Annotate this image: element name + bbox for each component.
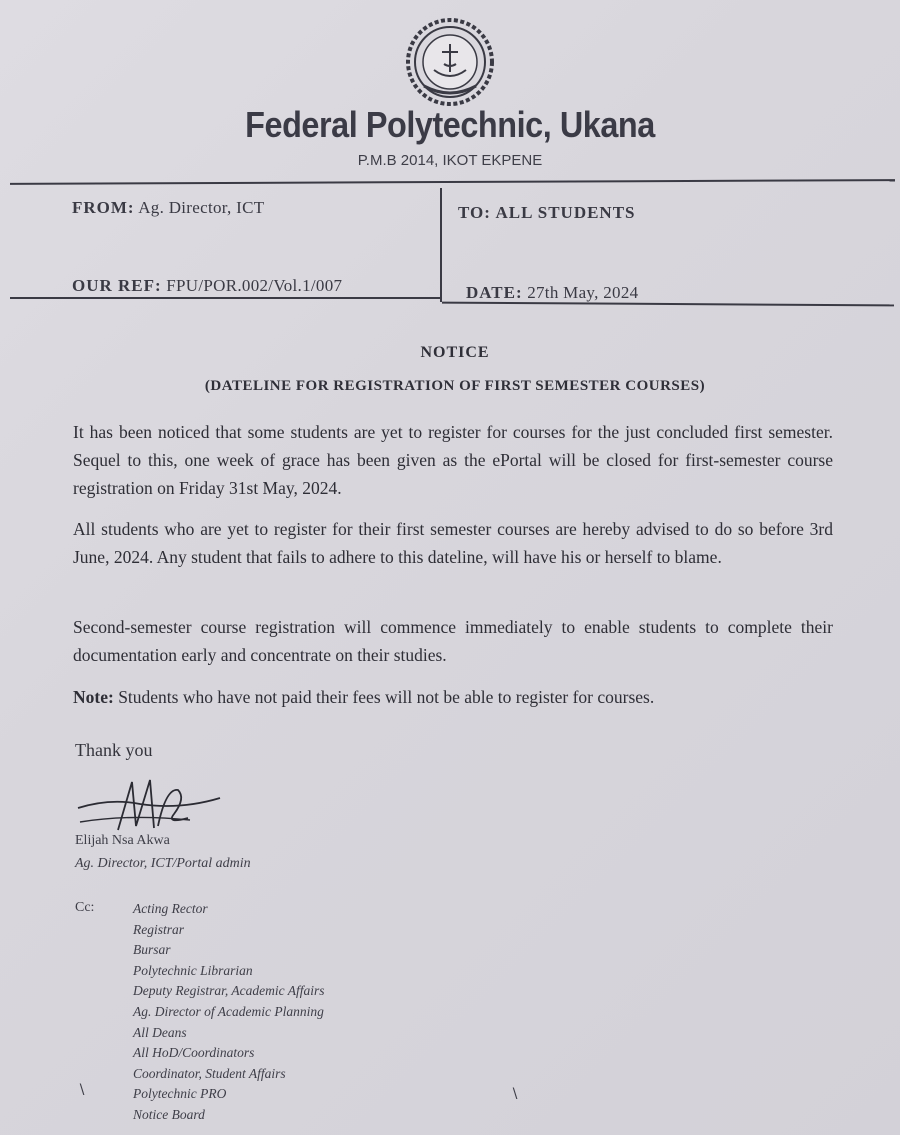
note-text: Students who have not paid their fees will not be able to register for courses. [118, 687, 655, 707]
signer-name: Elijah Nsa Akwa [75, 833, 170, 848]
paragraph-1: It has been noticed that some students are yet to register for courses for the just concluded first semester. Sequel to this, one week of grace has been given as the ePortal will be closed for first-semester course registration on Friday 31st May, 2024. [73, 422, 833, 498]
header-top-rule [10, 179, 895, 185]
cc-recipient: Polytechnic Librarian [133, 962, 253, 978]
notice-subtitle: (DATELINE FOR REGISTRATION OF FIRST SEMESTER COURSES) [204, 378, 706, 394]
cc-recipient: All HoD/Coordinators [133, 1045, 255, 1061]
from-value: Ag. Director, ICT [138, 198, 265, 217]
cc-recipient: Registrar [133, 921, 185, 937]
paragraph-3: Second-semester course registration will commence immediately to enable students to complete their documentation early and concentrate on their studies. [73, 617, 833, 665]
cc-label: Cc: [75, 900, 95, 915]
note-paragraph [73, 683, 833, 711]
paragraph-2: All students who are yet to register for their first semester courses are hereby advised to do so before 3rd June, 2024. Any student that fails to adhere to this dateline, will have his or herself to blame. [73, 519, 833, 567]
from-label: FROM: [72, 198, 135, 217]
from-line [72, 198, 264, 218]
note-label: Note: [73, 687, 114, 707]
cc-recipient: Deputy Registrar, Academic Affairs [133, 983, 325, 999]
stray-mark: ∖ [510, 1087, 519, 1102]
cc-recipient: Ag. Director of Academic Planning [133, 1003, 324, 1019]
cc-recipient: Acting Rector [133, 901, 208, 916]
header-divider [440, 188, 442, 302]
ref-label: OUR REF: [72, 276, 162, 295]
cc-recipient: All Deans [133, 1024, 187, 1040]
cc-recipient: Bursar [133, 942, 171, 958]
to-line [458, 203, 636, 223]
closing-thanks: Thank you [75, 740, 153, 760]
to-value: ALL STUDENTS [495, 203, 636, 222]
cc-recipient: Polytechnic PRO [133, 1086, 227, 1102]
cc-recipient: Notice Board [133, 1106, 205, 1122]
date-value: 27th May, 2024 [527, 283, 639, 302]
date-line [466, 283, 638, 303]
notice-title: NOTICE [420, 344, 490, 361]
cc-list [133, 899, 324, 1126]
to-label: TO: [458, 203, 491, 222]
stray-mark: ∖ [77, 1083, 86, 1098]
date-label: DATE: [466, 283, 523, 302]
institution-address: P.M.B 2014, IKOT EKPENE [357, 152, 543, 169]
signer-title: Ag. Director, ICT/Portal admin [75, 856, 251, 871]
institution-name: Federal Polytechnic, Ukana [245, 104, 655, 145]
ref-line [72, 276, 342, 296]
header-bottom-rule [10, 297, 440, 299]
cc-recipient: Coordinator, Student Affairs [133, 1065, 286, 1081]
crest-logo-icon [404, 16, 496, 108]
ref-value: FPU/POR.002/Vol.1/007 [166, 276, 343, 295]
